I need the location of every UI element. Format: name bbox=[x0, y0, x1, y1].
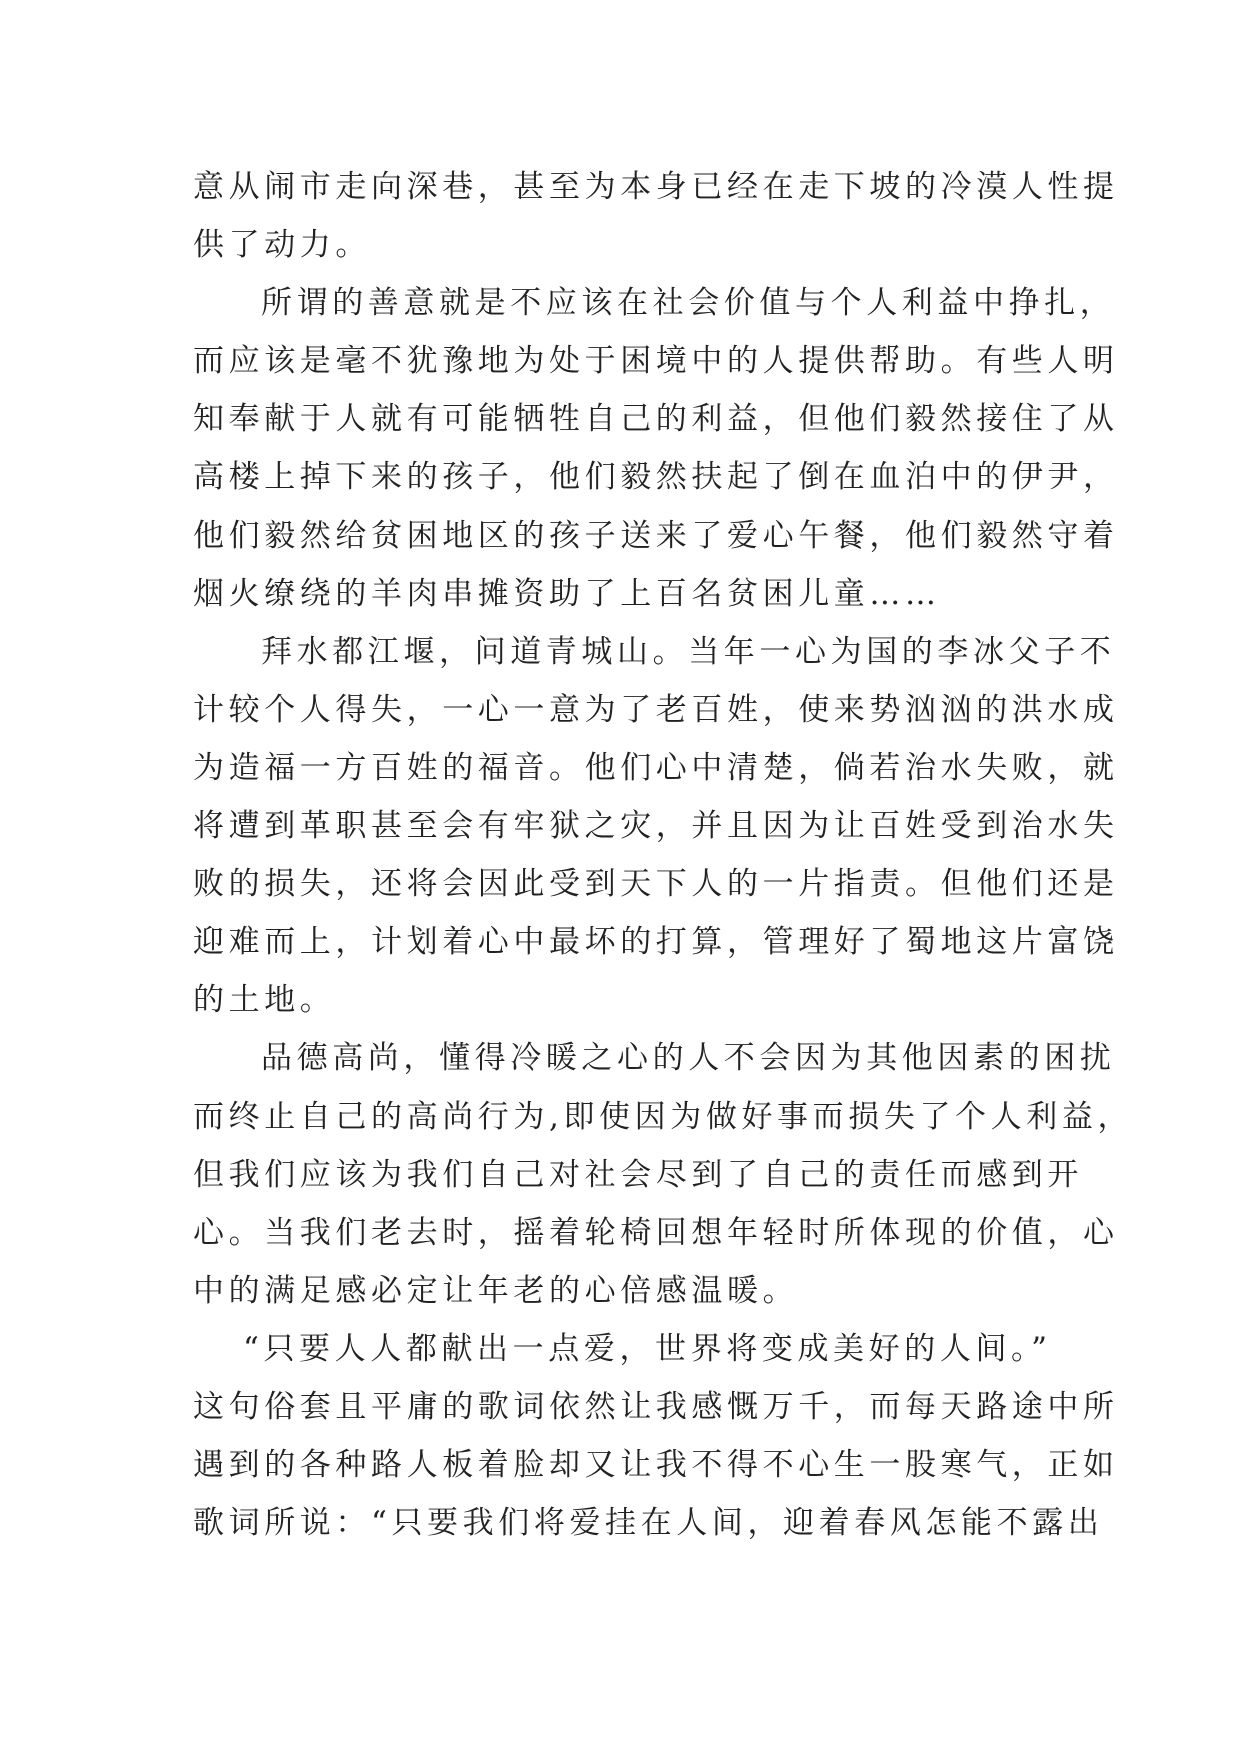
text-line: 他们毅然给贫困地区的孩子送来了爱心午餐，他们毅然守着 bbox=[193, 517, 1119, 554]
text-line: 而终止自己的高尚行为,即使因为做好事而损失了个人利益， bbox=[193, 1098, 1134, 1135]
text-line: 迎难而上，计划着心中最坏的打算，管理好了蜀地这片富饶 bbox=[193, 924, 1119, 961]
paragraph-start-line: 所谓的善意就是不应该在社会价值与个人利益中挣扎， bbox=[261, 285, 1116, 322]
text-line: 但我们应该为我们自己对社会尽到了自己的责任而感到开 bbox=[193, 1156, 1083, 1193]
text-line: 将遭到革职甚至会有牢狱之灾，并且因为让百姓受到治水失 bbox=[193, 808, 1119, 845]
text-line: 的土地。 bbox=[193, 982, 336, 1019]
text-line: 高楼上掉下来的孩子，他们毅然扶起了倒在血泊中的伊尹， bbox=[193, 459, 1119, 496]
paragraph-start-line: 品德高尚，懂得冷暖之心的人不会因为其他因素的困扰 bbox=[261, 1040, 1116, 1077]
paragraph-start-line: 拜水都江堰，问道青城山。当年一心为国的李冰父子不 bbox=[261, 633, 1116, 670]
text-line: 遇到的各种路人板着脸却又让我不得不心生一股寒气，正如 bbox=[193, 1447, 1119, 1484]
text-line: 烟火缭绕的羊肉串摊资助了上百名贫困儿童…… bbox=[193, 575, 941, 612]
text-line: 歌词所说：“只要我们将爱挂在人间，迎着春风怎能不露出 bbox=[193, 1505, 1104, 1542]
text-line: 败的损失，还将会因此受到天下人的一片指责。但他们还是 bbox=[193, 866, 1119, 903]
paragraph-start-line: “只要人人都献出一点爱，世界将变成美好的人间。” bbox=[243, 1330, 1052, 1367]
text-line: 为造福一方百姓的福音。他们心中清楚，倘若治水失败，就 bbox=[193, 749, 1119, 786]
text-line: 计较个人得失，一心一意为了老百姓，使来势汹汹的洪水成 bbox=[193, 691, 1119, 728]
text-line: 心。当我们老去时，摇着轮椅回想年轻时所体现的价值，心 bbox=[193, 1214, 1119, 1251]
text-line: 供了动力。 bbox=[193, 227, 371, 264]
body-text bbox=[193, 158, 1134, 1552]
text-line: 知奉献于人就有可能牺牲自己的利益，但他们毅然接住了从 bbox=[193, 401, 1119, 438]
text-line: 这句俗套且平庸的歌词依然让我感慨万千，而每天路途中所 bbox=[193, 1388, 1119, 1425]
text-line: 而应该是毫不犹豫地为处于困境中的人提供帮助。有些人明 bbox=[193, 343, 1119, 380]
text-line: 意从闹市走向深巷，甚至为本身已经在走下坡的冷漠人性提 bbox=[193, 169, 1119, 205]
text-line: 中的满足感必定让年老的心倍感温暖。 bbox=[193, 1272, 799, 1309]
